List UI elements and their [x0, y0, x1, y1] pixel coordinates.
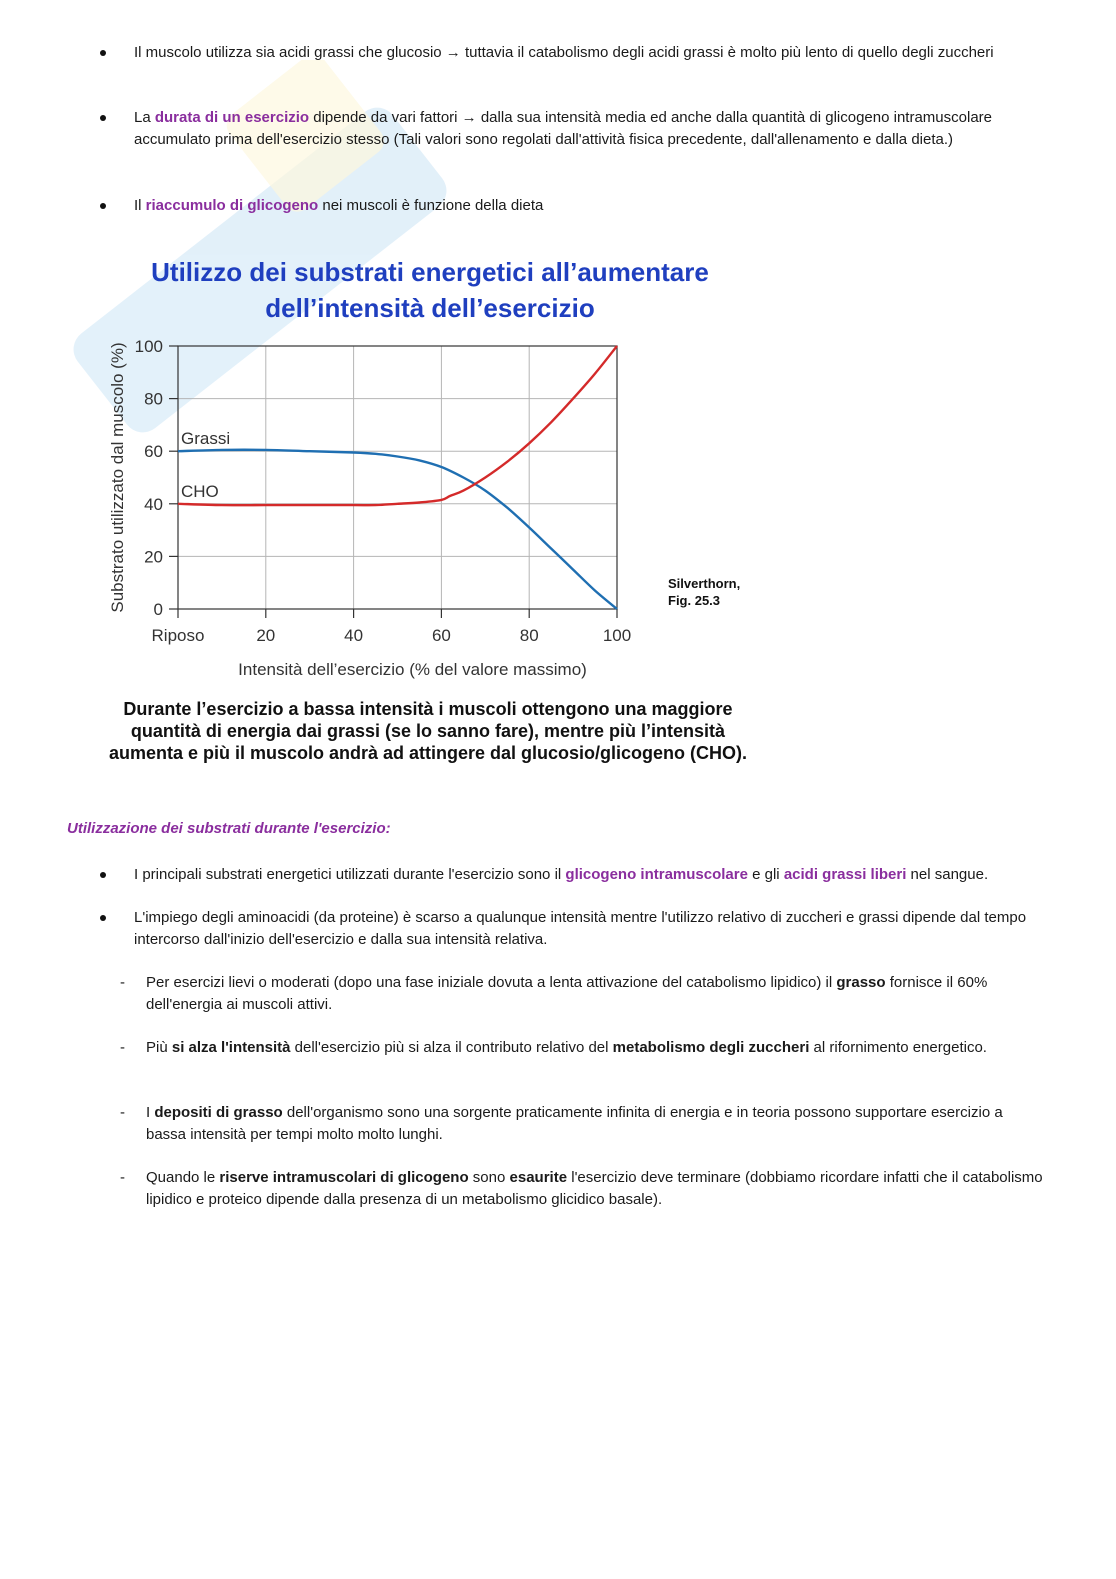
figure	[90, 248, 780, 778]
highlight-text: riaccumulo di glicogeno	[145, 197, 319, 214]
highlight-text: acidi grassi liberi	[783, 866, 907, 883]
source-line: Fig. 25.3	[668, 593, 721, 608]
highlight-text: durata di un esercizio	[154, 109, 310, 126]
y-tick-label: 0	[153, 600, 163, 619]
bullet-dot	[100, 115, 106, 121]
figure-source	[668, 575, 740, 609]
dash-marker: -	[120, 974, 125, 991]
text-run: nel sangue.	[906, 866, 989, 883]
y-tick-label: 60	[144, 442, 163, 462]
bullet-dot	[100, 872, 106, 878]
x-tick-label: 60	[431, 626, 451, 645]
dash-text	[146, 1102, 1046, 1146]
text-run: Il	[134, 197, 146, 214]
text-run: I principali substrati energetici utilizzati durante l'esercizio sono il	[134, 866, 566, 883]
series-line-grassi	[178, 450, 617, 609]
text-run: Il muscolo utilizza sia acidi grassi che glucosio → tuttavia il catabolismo degli acidi grassi è molto più lento di quello degli zuccheri	[134, 44, 994, 61]
caption-line: Durante l’esercizio a bassa intensità i muscoli ottengono una maggiore	[123, 699, 733, 719]
series-line-cho	[178, 346, 617, 505]
section-title: Utilizzazione dei substrati durante l'esercizio:	[67, 820, 391, 837]
text-run: Più	[146, 1039, 172, 1056]
bullet-dot	[100, 50, 106, 56]
dash-marker: -	[120, 1104, 125, 1121]
caption-line: aumenta e più il muscolo andrà ad attingere dal glucosio/glicogeno (CHO).	[108, 743, 748, 763]
text-run: nei muscoli è funzione della dieta	[318, 197, 544, 214]
text-run: dell'esercizio più si alza il contributo relativo del	[290, 1039, 613, 1056]
text-run: L'impiego degli aminoacidi (da proteine) è scarso a qualunque intensità mentre l'utilizzo relativo di zuccheri e grassi dipende dal tempo intercorso dall'inizio dell'esercizio e dalla sua intensità relativa.	[134, 909, 1027, 948]
bullet-text	[134, 864, 1054, 886]
x-tick-label: 80	[519, 626, 539, 645]
dash-text	[146, 1167, 1046, 1211]
text-run: fornisce il 60% dell'energia ai muscoli attivi.	[146, 974, 988, 1013]
bullet-text	[134, 107, 1054, 151]
text-run: Per esercizi lievi o moderati (dopo una fase iniziale dovuta a lenta attivazione del catabolismo lipidico) il	[146, 974, 837, 991]
x-tick-label: 20	[256, 626, 276, 645]
highlight-text: si alza l'intensità	[171, 1039, 291, 1056]
line-chart	[90, 248, 780, 688]
highlight-text: glicogeno intramuscolare	[565, 866, 748, 883]
y-tick-label: 100	[134, 337, 163, 356]
y-tick-label: 40	[144, 494, 163, 514]
figure-title-line: Utilizzo dei substrati energetici all’aumentare	[151, 257, 709, 287]
x-tick-label: 40	[344, 626, 364, 645]
series-label-cho: CHO	[181, 481, 219, 501]
bullet-dot	[100, 203, 106, 209]
text-run: dipende da vari fattori → dalla sua intensità media ed anche dalla quantità di glicogeno intramuscolare accumulato prima dell'esercizio stesso (Tali valori sono regolati dall'attività fisica precedente, dall'allenamento e dalla dieta.)	[134, 109, 993, 148]
text-run: I	[146, 1104, 155, 1121]
series-label-grassi: Grassi	[181, 429, 231, 449]
caption-line: quantità di energia dai grassi (se lo sanno fare), mentre più l’intensità	[130, 721, 726, 741]
highlight-text: grasso	[836, 974, 886, 991]
highlight-text: esaurite	[509, 1169, 568, 1186]
text-run: dell'organismo sono una sorgente praticamente infinita di energia e in teoria possono supportare esercizio a bassa intensità per tempi molto molto lunghi.	[146, 1104, 1003, 1143]
y-axis-label: Substrato utilizzato dal muscolo (%)	[108, 342, 127, 613]
dash-text	[146, 1037, 1046, 1059]
text-run: sono	[468, 1169, 510, 1186]
bullet-dot	[100, 915, 106, 921]
bullet-text	[134, 195, 1054, 217]
plot-frame	[178, 346, 617, 609]
dash-marker: -	[120, 1039, 125, 1056]
bullet-text	[134, 42, 1054, 64]
dash-text	[146, 972, 1046, 1016]
text-run: al rifornimento energetico.	[809, 1039, 987, 1056]
highlight-text: metabolismo degli zuccheri	[612, 1039, 810, 1056]
dash-marker: -	[120, 1169, 125, 1186]
highlight-text: riserve intramuscolari di glicogeno	[219, 1169, 469, 1186]
figure-caption	[90, 698, 766, 764]
x-tick-label: Riposo	[151, 626, 205, 645]
source-line: Silverthorn,	[668, 576, 741, 591]
bullet-text	[134, 907, 1054, 951]
text-run: Quando le	[146, 1169, 220, 1186]
text-run: e gli	[747, 866, 784, 883]
y-tick-label: 20	[144, 547, 163, 567]
text-run: l'esercizio deve terminare (dobbiamo ricordare infatti che il catabolismo lipidico e proteico dipende dalla presenza di un metabolismo glicidico basale).	[146, 1169, 1043, 1208]
figure-title-line: dell’intensità dell’esercizio	[265, 293, 595, 323]
highlight-text: depositi di grasso	[154, 1104, 283, 1121]
x-axis-label: Intensità dell’esercizio (% del valore massimo)	[238, 660, 587, 679]
x-tick-label: 100	[602, 626, 632, 645]
y-tick-label: 80	[144, 389, 163, 409]
text-run: La	[134, 109, 155, 126]
